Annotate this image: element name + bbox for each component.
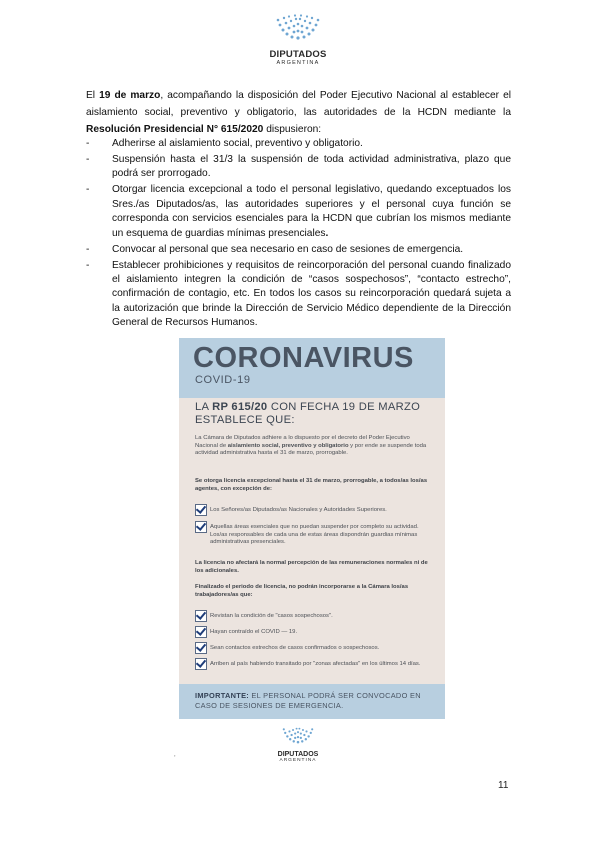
list-item <box>86 137 511 151</box>
intro-date: 19 de marzo <box>99 90 161 101</box>
resolution-heading-pre: LA <box>195 401 213 413</box>
list-item-text: Adherirse al aislamiento social, preventivo y obligatorio. <box>112 138 363 149</box>
infographic-license-paragraph: Se otorga licencia excepcional hasta el 31 de marzo, prorrogable, a todos/as los/as agentes, con excepción de: <box>195 478 428 492</box>
important-label: IMPORTANTE: <box>195 691 250 700</box>
exception-item: Aquellas áreas esenciales que no puedan suspender por completo su actividad. Los/as responsables de cada una de estas áreas dispondrán guardias mínimas administrativas presenciales. <box>210 524 419 546</box>
important-text: EL PERSONAL PODRÁ SER CONVOCADO EN CASO DE SESIONES DE EMERGENCIA. <box>195 691 421 710</box>
infographic-paragraph <box>195 435 433 458</box>
list-item-end: . <box>325 227 329 239</box>
list-item <box>86 153 511 182</box>
checkbox-icon <box>195 610 207 622</box>
footer-logo <box>255 725 341 763</box>
bullet-dash: - <box>86 259 90 271</box>
checkbox-icon <box>195 626 207 638</box>
infographic-footer-text <box>195 691 435 711</box>
intro-text-middle: , acompañando la disposición del Poder Ejecutivo Nacional al establecer el aislamiento social, preventivo y obligatorio, las autoridades de la HCDN mediante la <box>86 90 512 119</box>
coronavirus-infographic <box>179 338 445 719</box>
resolution-number: RP 615/20 <box>212 401 268 413</box>
list-item-text: Otorgar licencia excepcional a todo el personal legislativo, quedando exceptuados los Sres./as Diputados/as, las autoridades superiores y el personal cuya función se corresponda con servicios esenciales para la HCDN que cubrían los mismos mediante un esquema de guardias mínimas presenciales <box>112 184 511 239</box>
list-item-text: Convocar al personal que sea necesario en caso de sesiones de emergencia. <box>112 243 464 255</box>
list-item-text: Suspensión hasta el 31/3 la suspensión de toda actividad administrativa, plazo que podrá ser prorrogado. <box>112 154 511 180</box>
infographic-title: CORONAVIRUS <box>193 342 414 374</box>
list-item <box>86 259 511 331</box>
condition-item: Sean contactos estrechos de casos confirmados o sospechosos. <box>210 645 380 651</box>
bullet-dash: - <box>86 138 90 149</box>
bullet-dash: - <box>86 243 90 255</box>
chamber-emblem-icon <box>276 725 320 745</box>
logo-country: ARGENTINA <box>279 758 317 763</box>
intro-text-end: dispusieron: <box>263 124 322 136</box>
paragraph-bold: aislamiento social, preventivo y obligatorio <box>227 442 349 449</box>
intro-resolution: Resolución Presidencial N° 615/2020 <box>86 124 264 136</box>
infographic-subtitle: COVID-19 <box>195 374 251 386</box>
condition-item: Arriben al país habiendo transitado por "zonas afectadas" en los últimos 14 días. <box>210 661 421 667</box>
infographic-return-paragraph: Finalizado el periodo de licencia, no podrán incorporarse a la Cámara los/as trabajadores/as que: <box>195 584 409 598</box>
list-item <box>86 243 511 257</box>
intro-paragraph <box>86 87 511 139</box>
resolution-heading-post: CON FECHA 19 DE MARZO ESTABLECE QUE: <box>195 401 421 426</box>
exception-item: Los Señores/as Diputados/as Nacionales y Autoridades Superiores. <box>210 507 387 513</box>
logo-name: DIPUTADOS <box>269 49 327 60</box>
infographic-footer-band <box>179 684 445 719</box>
condition-item: Hayan contraído el COVID — 19. <box>210 629 298 635</box>
list-item <box>86 183 511 241</box>
checkbox-icon <box>195 521 207 533</box>
checkbox-icon <box>195 658 207 670</box>
infographic-remuneration-paragraph: La licencia no afectará la normal percepción de las remuneraciones normales ni de los adicionales. <box>195 560 428 574</box>
logo-country: ARGENTINA <box>276 60 320 66</box>
intro-text-start: El <box>86 90 100 101</box>
resolution-heading <box>195 401 435 426</box>
paragraph-text: y por ende se suspende toda actividad administrativa hasta el 31 de marzo, prorrogable. <box>195 442 427 457</box>
page-number: 11 <box>498 780 509 791</box>
chamber-emblem-icon <box>267 14 329 42</box>
condition-item: Revistan la condición de "casos sospechosos". <box>210 613 333 619</box>
bullet-dash: - <box>86 184 90 196</box>
measures-list <box>86 137 511 332</box>
bullet-dash: - <box>86 154 90 165</box>
checkbox-icon <box>195 504 207 516</box>
logo-name: DIPUTADOS <box>277 751 319 758</box>
infographic-header-band <box>179 338 445 398</box>
stray-mark: , <box>174 752 176 758</box>
paragraph-text: La Cámara de Diputados adhiere a lo dispuesto por el decreto del Poder Ejecutivo Nacional de <box>195 435 410 449</box>
header-logo <box>258 14 338 66</box>
list-item-text: Establecer prohibiciones y requisitos de reincorporación del personal cuando finalizado el aislamiento integren la condición de “casos sospechosos”, “contacto estrecho”, confirmación de contagio, etc. En todos los casos su reincorporación quedará sujeta a la autorización que brinde la Dirección de Servicio Médico dependiente de la Dirección General de Recursos Humanos. <box>112 259 511 329</box>
checkbox-icon <box>195 642 207 654</box>
